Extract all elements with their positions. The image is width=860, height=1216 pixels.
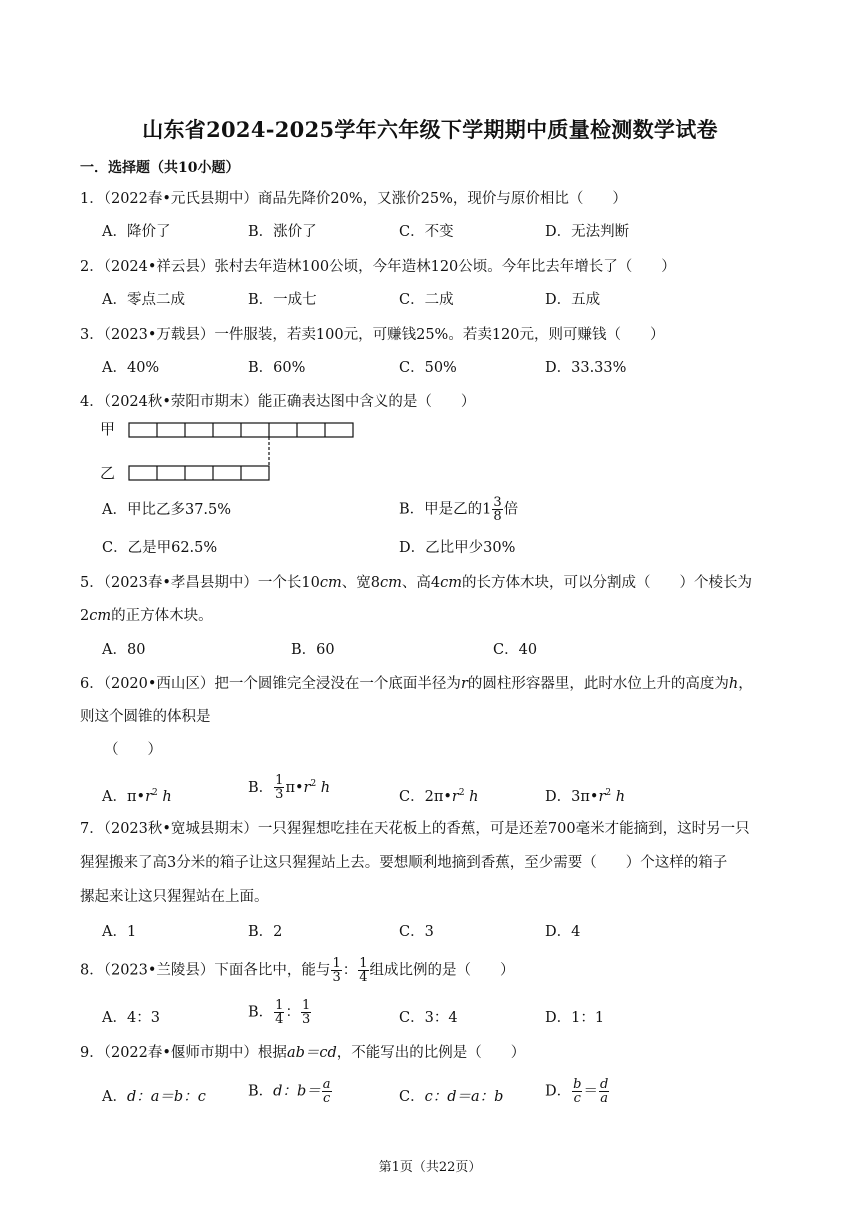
q3-option-b: B．60% — [248, 360, 306, 376]
q8-option-d: D．1：1 — [545, 1010, 605, 1026]
q9-option-c: C．c：d＝a：b — [399, 1089, 504, 1105]
q6-option-b: B． $\frac{1}{3}$ $\pi•r^2$ h — [248, 773, 331, 803]
question-9: 9．（2022春•偃师市期中）根据ab＝cd，不能写出的比例是（ ） — [80, 1045, 526, 1061]
q1-option-c: C．不变 — [399, 224, 454, 240]
question-6-line-2: 则这个圆锥的体积是 — [80, 709, 211, 725]
question-7-line-3: 摞起来让这只猩猩站在上面。 — [80, 889, 269, 905]
bar-diagram — [128, 420, 358, 482]
q5-option-b: B．60 — [291, 642, 335, 658]
q4-option-b: B．甲是乙的1 $\frac{3}{8}$ 倍 — [399, 495, 519, 524]
question-7-line-1: 7．（2023秋•宽城县期末）一只猩猩想吃挂在天花板上的香蕉，可是还差700毫米才能摘到，这时另一只 — [80, 821, 750, 837]
question-4: 4．（2024秋•荥阳市期末）能正确表达图中含义的是（ ） — [80, 394, 476, 410]
q9-option-b: B．d：b＝ $\frac{a}{c}$ — [248, 1077, 331, 1106]
q8-option-c: C．3：4 — [399, 1010, 458, 1026]
q1-option-a: A．降价了 — [102, 224, 171, 240]
question-1: 1．（2022春•元氏县期中）商品先降价20%，又涨价25%，现价与原价相比（ ） — [80, 191, 627, 207]
q2-option-d: D．五成 — [545, 292, 601, 308]
q4-option-c: C．乙是甲62.5% — [102, 540, 218, 556]
q3-option-c: C．50% — [399, 360, 457, 376]
q1-option-b: B．涨价了 — [248, 224, 317, 240]
q9-option-a: A．d：a＝b：c — [102, 1089, 206, 1105]
bar-yi — [129, 466, 269, 480]
q7-option-c: C．3 — [399, 924, 434, 940]
q8-option-a: A．4：3 — [102, 1010, 160, 1026]
q3-option-a: A．40% — [102, 360, 160, 376]
section-heading: 一．选择题（共10小题） — [80, 160, 240, 176]
page-title: 山东省2024-2025学年六年级下学期期中质量检测数学试卷 — [142, 117, 718, 142]
q2-option-a: A．零点二成 — [102, 292, 185, 308]
q4-option-a: A．甲比乙多37.5% — [102, 502, 232, 518]
question-8: 8．（2023•兰陵县）下面各比中，能与 $\frac{1}{3}$ ： $\frac{1}{4}$ 组成比例的是（ ） — [80, 956, 515, 985]
q3-option-d: D．33.33% — [545, 360, 627, 376]
q7-option-a: A．1 — [102, 924, 137, 940]
q4-option-d: D．乙比甲少30% — [399, 540, 516, 556]
question-6-line-1: 6．（2020•西山区）把一个圆锥完全浸没在一个底面半径为r的圆柱形容器里，此时水位上升的高度为h， — [80, 676, 753, 692]
question-3: 3．（2023•万载县）一件服装，若卖100元，可赚钱25%。若卖120元，则可赚钱（ ） — [80, 327, 665, 343]
q6-option-a: A．$\pi•r^2$ h — [102, 788, 172, 805]
question-5-line-1: 5．（2023春•孝昌县期中）一个长10cm、宽8cm、高4cm的长方体木块，可以分割成（ ）个棱长为 — [80, 575, 752, 591]
q2-option-c: C．二成 — [399, 292, 454, 308]
diagram-label-yi: 乙 — [100, 464, 116, 482]
q5-option-a: A．80 — [102, 642, 146, 658]
q6-option-c: C．$2\pi•r^2$ h — [399, 788, 479, 805]
question-5-line-2: 2cm的正方体木块。 — [80, 608, 213, 624]
q2-option-b: B．一成七 — [248, 292, 317, 308]
question-7-line-2: 猩猩搬来了高3分米的箱子让这只猩猩站上去。要想顺利地摘到香蕉，至少需要（ ）个这样的箱子 — [80, 855, 728, 871]
q1-option-d: D．无法判断 — [545, 224, 630, 240]
q7-option-b: B．2 — [248, 924, 283, 940]
question-2: 2．（2024•祥云县）张村去年造林100公顷，今年造林120公顷。今年比去年增长了（ ） — [80, 259, 676, 275]
q5-option-c: C．40 — [493, 642, 538, 658]
q9-option-d: D． $\frac{b}{c}$ ＝ $\frac{d}{a}$ — [545, 1077, 609, 1106]
question-6-line-3: （ ） — [104, 742, 162, 758]
q8-option-b: B． $\frac{1}{4}$ ： $\frac{1}{3}$ — [248, 998, 311, 1027]
page-footer: 第1页（共22页） — [378, 1160, 482, 1175]
diagram-label-jia: 甲 — [100, 420, 116, 438]
q6-option-d: D．$3\pi•r^2$ h — [545, 788, 626, 805]
q7-option-d: D．4 — [545, 924, 581, 940]
